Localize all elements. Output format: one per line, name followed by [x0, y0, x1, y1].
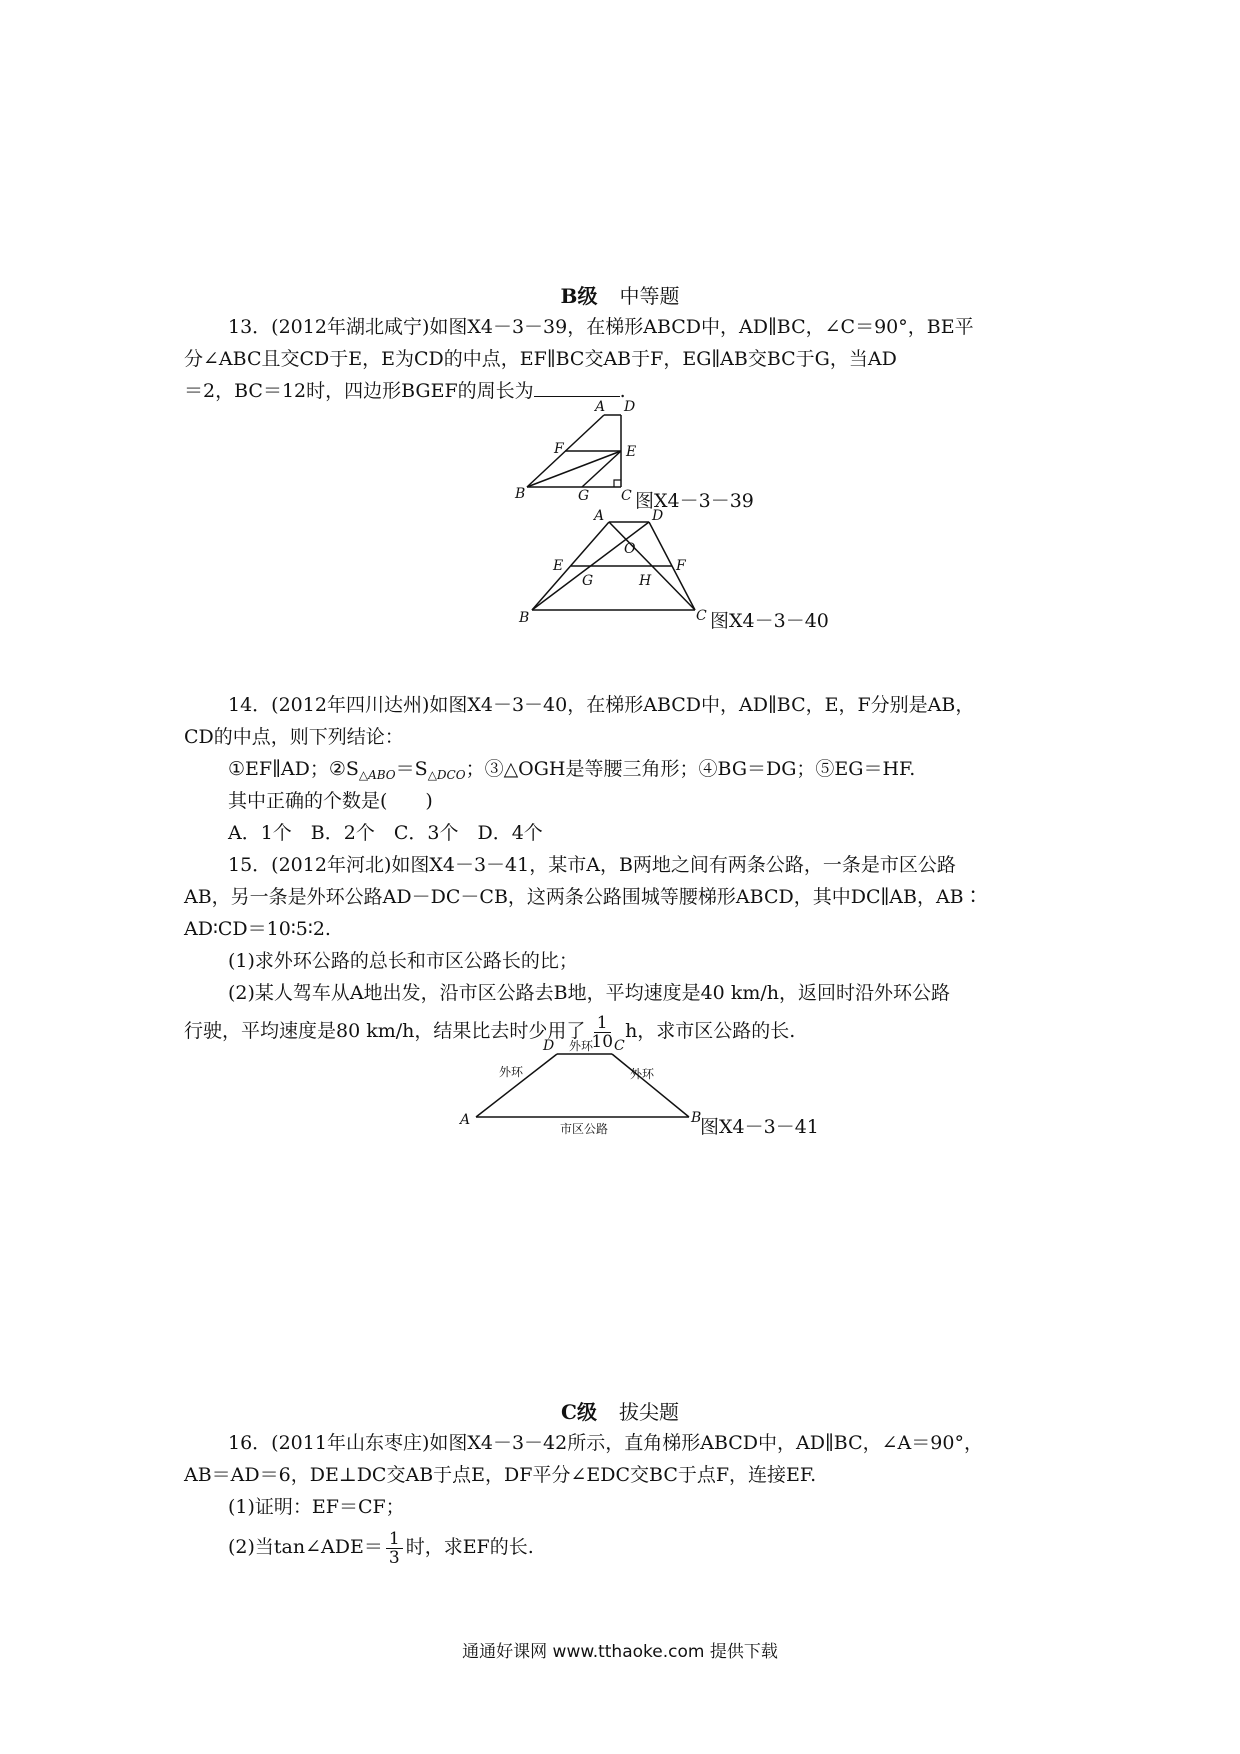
q13-line3-text: ＝2，BC＝12时，四边形BGEF的周长为	[184, 380, 534, 402]
page-footer: 通通好课网 www.tthaoke.com 提供下载	[462, 1642, 778, 1662]
q15-part2: (2)某人驾车从A地出发，沿市区公路去B地，平均速度是40 km/h，返回时沿外环公路	[228, 982, 950, 1004]
label-a: A	[460, 1112, 471, 1128]
subscript-abo: △ABO	[358, 768, 396, 782]
label-g: G	[582, 573, 594, 589]
road-city: 市区公路	[560, 1122, 609, 1136]
label-e: E	[626, 444, 637, 460]
road-outer-left: 外环	[499, 1065, 524, 1079]
section-title: 拔尖题	[618, 1400, 679, 1424]
q15-line3: AD∶CD＝10∶5∶2.	[184, 918, 331, 940]
q14-options: A．1个 B．2个 C．3个 D．4个	[228, 822, 543, 844]
label-g: G	[578, 488, 590, 504]
label-c: C	[696, 608, 707, 624]
label-b: B	[515, 486, 526, 502]
q15-part1: (1)求外环公路的总长和市区公路长的比；	[228, 950, 578, 972]
section-level: C级	[561, 1400, 597, 1424]
q16-part2-text: (2)当tan∠ADE＝	[228, 1536, 383, 1558]
label-b: B	[691, 1110, 702, 1126]
fig41-caption: 图X4－3－41	[700, 1116, 819, 1138]
label-f: F	[554, 441, 564, 457]
q14-prompt: 其中正确的个数是( )	[228, 790, 433, 812]
fraction-denominator: 10	[591, 1031, 614, 1052]
subscript-dco: △DCO	[427, 768, 466, 782]
answer-blank[interactable]	[534, 378, 620, 397]
q14-conclusions	[228, 754, 915, 790]
fraction-numerator: 1	[594, 1014, 611, 1033]
q15-part2-end: h，求市区公路的长.	[619, 1020, 796, 1042]
label-c: C	[621, 488, 632, 504]
q13-line3-end: .	[619, 380, 626, 402]
q14-conclusion-1: ①EF∥AD；②S	[228, 758, 359, 780]
q14-conclusion-rest: ；③△OGH是等腰三角形；④BG＝DG；⑤EG＝HF.	[465, 758, 916, 780]
section-level: B级	[560, 284, 598, 308]
section-b-heading	[0, 280, 1240, 309]
label-a: A	[594, 508, 605, 524]
label-f: F	[676, 558, 686, 574]
q14-line1: 14．(2012年四川达州)如图X4－3－40，在梯形ABCD中，AD∥BC，E，F分别是AB，	[228, 694, 975, 716]
fig40-caption: 图X4－3－40	[710, 610, 829, 632]
label-d: D	[624, 399, 636, 415]
label-e: E	[553, 558, 564, 574]
label-o: O	[624, 541, 636, 557]
q13-line1: 13．(2012年湖北咸宁)如图X4－3－39，在梯形ABCD中，AD∥BC，∠C＝90°，BE平	[228, 316, 974, 338]
road-outer-right: 外环	[630, 1067, 655, 1081]
figure-x4-3-39	[510, 398, 640, 508]
label-h: H	[639, 573, 652, 589]
q15-line2: AB，另一条是外环公路AD－DC－CB，这两条公路围城等腰梯形ABCD，其中DC∥AB，AB∶	[184, 886, 983, 908]
q16-part1: (1)证明：EF＝CF；	[228, 1496, 405, 1518]
q16-line2: AB＝AD＝6，DE⊥DC交AB于点E，DF平分∠EDC交BC于点F，连接EF.	[184, 1464, 817, 1486]
fraction-denominator: 3	[388, 1547, 400, 1568]
q16-line1: 16．(2011年山东枣庄)如图X4－3－42所示，直角梯形ABCD中，AD∥BC，∠A＝90°，	[228, 1432, 983, 1454]
section-title: 中等题	[619, 284, 680, 308]
q15-part2-text: 行驶，平均速度是80 km/h，结果比去时少用了	[184, 1020, 586, 1042]
fraction-numerator: 1	[386, 1530, 403, 1549]
label-d: D	[652, 508, 664, 524]
q13-line2: 分∠ABC且交CD于E，E为CD的中点，EF∥BC交AB于F，EG∥AB交BC于G，当AD	[184, 348, 897, 370]
label-d: D	[543, 1038, 555, 1054]
label-a: A	[595, 399, 606, 415]
label-c: C	[614, 1038, 625, 1054]
fig39-caption: 图X4－3－39	[635, 490, 754, 512]
q16-part2	[228, 1526, 534, 1568]
label-b: B	[519, 610, 530, 626]
fraction-one-third	[386, 1530, 403, 1567]
road-outer-top: 外环	[569, 1039, 594, 1053]
figure-x4-3-40	[515, 508, 707, 626]
q15-line1: 15．(2012年河北)如图X4－3－41，某市A，B两地之间有两条公路，一条是市区公路	[228, 854, 956, 876]
section-c-heading	[0, 1396, 1240, 1425]
q16-part2-end: 时，求EF的长.	[405, 1536, 534, 1558]
figure-x4-3-41	[455, 1036, 705, 1136]
q14-line2: CD的中点，则下列结论：	[184, 726, 404, 748]
q14-conclusion-2: ＝S	[395, 758, 428, 780]
